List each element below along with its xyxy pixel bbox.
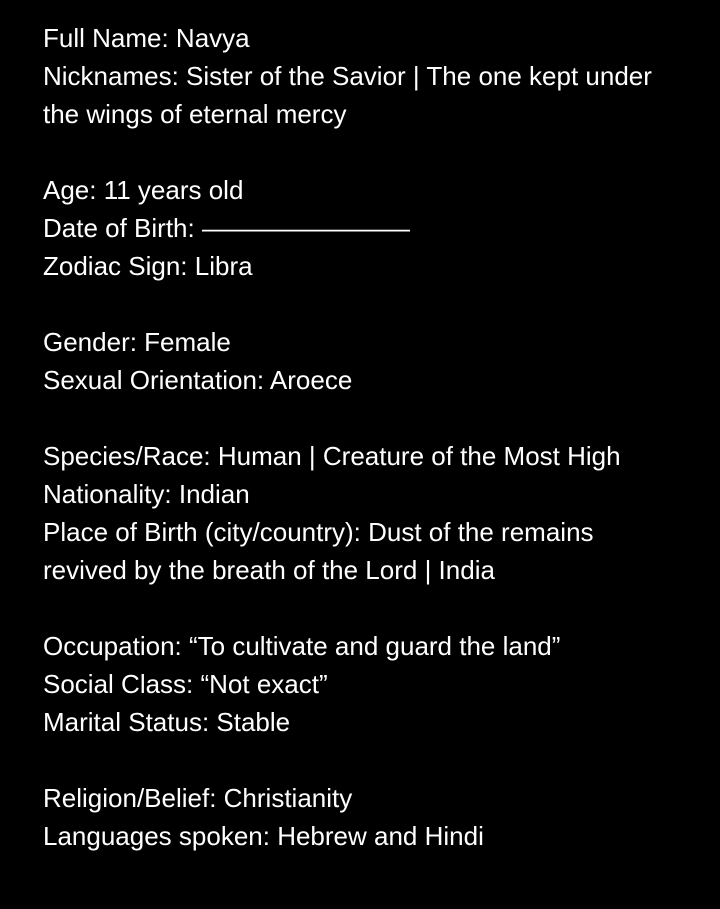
belief-section xyxy=(43,779,683,855)
religion-belief-line: Religion/Belief: Christianity xyxy=(43,783,353,813)
marital-status-line: Marital Status: Stable xyxy=(43,707,291,737)
species-race-line: Species/Race: Human | Creature of the Most High xyxy=(43,441,621,471)
nicknames-line: Nicknames: Sister of the Savior | The one kept under the wings of eternal mercy xyxy=(43,61,652,129)
occupation-line: Occupation: “To cultivate and guard the land” xyxy=(43,631,561,661)
age-line: Age: 11 years old xyxy=(43,175,244,205)
sexual-orientation-line: Sexual Orientation: Aroece xyxy=(43,365,353,395)
gender-section xyxy=(43,323,683,399)
date-of-birth-line: Date of Birth: ———————— xyxy=(43,213,410,243)
nationality-line: Nationality: Indian xyxy=(43,479,250,509)
zodiac-sign-line: Zodiac Sign: Libra xyxy=(43,251,253,281)
social-class-line: Social Class: “Not exact” xyxy=(43,669,328,699)
origin-section xyxy=(43,437,683,589)
place-of-birth-line: Place of Birth (city/country): Dust of the remains revived by the breath of the Lord | India xyxy=(43,517,594,585)
character-profile-sheet xyxy=(43,19,683,855)
social-section xyxy=(43,627,683,741)
identity-section xyxy=(43,19,683,133)
gender-line: Gender: Female xyxy=(43,327,231,357)
full-name-line: Full Name: Navya xyxy=(43,23,250,53)
birth-section xyxy=(43,171,683,285)
languages-spoken-line: Languages spoken: Hebrew and Hindi xyxy=(43,821,484,851)
